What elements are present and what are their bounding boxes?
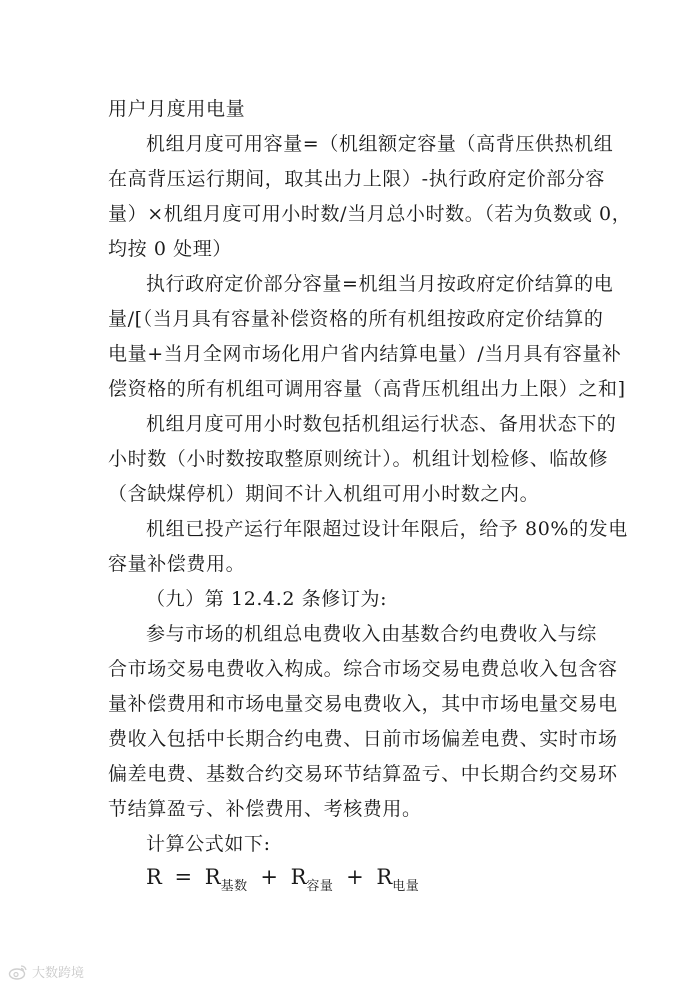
text-line: 均按 0 处理） bbox=[108, 238, 232, 260]
text-line: 偏差电费、基数合约交易环节结算盈亏、中长期合约交易环 bbox=[108, 763, 618, 785]
formula-term-capacity bbox=[290, 865, 334, 894]
text-line: 费收入包括中长期合约电费、日前市场偏差电费、实时市场 bbox=[108, 728, 618, 750]
formula-subscript: 基数 bbox=[220, 879, 248, 894]
formula-symbol: R bbox=[376, 865, 393, 889]
formula-lhs: R bbox=[146, 865, 162, 889]
text-line: 节结算盈亏、补偿费用、考核费用。 bbox=[108, 798, 422, 820]
text-line: 偿资格的所有机组可调用容量（高背压机组出力上限）之和] bbox=[108, 378, 626, 400]
section-heading: （九）第 12.4.2 条修订为: bbox=[146, 588, 388, 610]
text-line: 量）×机组月度可用小时数/当月总小时数。（若为负数或 0， bbox=[108, 203, 632, 225]
formula-term-energy bbox=[376, 865, 420, 894]
text-line: 机组月度可用小时数包括机组运行状态、备用状态下的 bbox=[146, 413, 617, 435]
weibo-icon bbox=[8, 964, 28, 980]
text-line: 机组月度可用容量=（机组额定容量（高背压供热机组 bbox=[146, 133, 614, 155]
text-line: 量补偿费用和市场电量交易电费收入，其中市场电量交易电 bbox=[108, 693, 618, 715]
revenue-formula bbox=[146, 862, 419, 902]
text-line: 参与市场的机组总电费收入由基数合约电费收入与综 bbox=[146, 623, 597, 645]
formula-equals: = bbox=[174, 865, 193, 889]
formula-term-base bbox=[204, 865, 248, 894]
text-line: 小时数（小时数按取整原则统计）。机组计划检修、临故修 bbox=[108, 448, 609, 470]
formula-subscript: 电量 bbox=[392, 879, 420, 894]
text-line: 执行政府定价部分容量=机组当月按政府定价结算的电 bbox=[146, 273, 614, 295]
text-line: 电量+当月全网市场化用户省内结算电量）/当月具有容量补 bbox=[108, 343, 622, 365]
text-line: 机组已投产运行年限超过设计年限后，给予 80%的发电 bbox=[146, 518, 628, 540]
text-line: （含缺煤停机）期间不计入机组可用小时数之内。 bbox=[108, 483, 540, 505]
formula-symbol: R bbox=[290, 865, 307, 889]
text-line: 合市场交易电费收入构成。综合市场交易电费总收入包含容 bbox=[108, 658, 618, 680]
formula-plus: + bbox=[346, 865, 364, 889]
formula-symbol: R bbox=[204, 865, 221, 889]
watermark bbox=[8, 962, 84, 981]
text-line: 用户月度用电量 bbox=[108, 98, 246, 120]
text-line: 量/[（当月具有容量补偿资格的所有机组按政府定价结算的 bbox=[108, 308, 604, 330]
watermark-text: 大数跨境 bbox=[32, 966, 85, 981]
text-line: 在高背压运行期间，取其出力上限）-执行政府定价部分容 bbox=[108, 168, 606, 190]
text-line: 容量补偿费用。 bbox=[108, 553, 246, 575]
formula-subscript: 容量 bbox=[306, 879, 334, 894]
formula-plus: + bbox=[260, 865, 278, 889]
text-line: 计算公式如下: bbox=[146, 833, 271, 855]
